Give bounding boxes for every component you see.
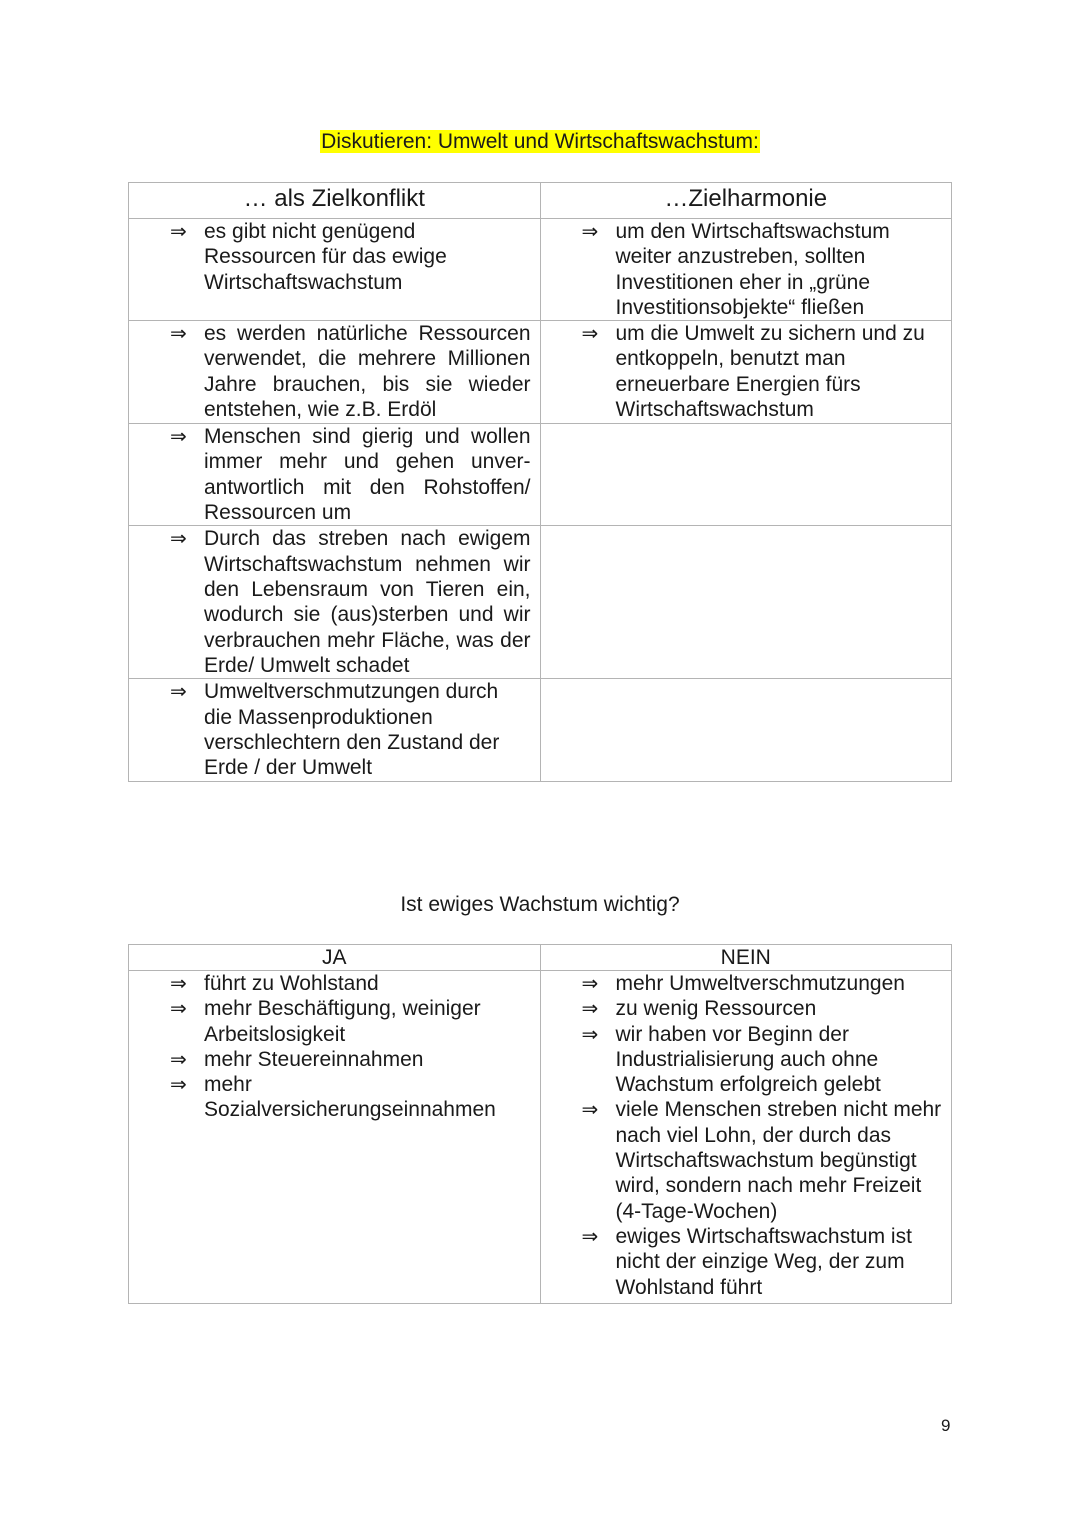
section2-title: Ist ewiges Wachstum wichtig? [400, 893, 680, 916]
zielkonflikt-cell [129, 526, 541, 679]
list-item-text: Durch das streben nach ewigem Wirtschaftswachstum nehmen wir den Lebensraum von Tieren ein, wodurch sie (aus)sterben und wir verbrauchen mehr Fläche, was der Erde/ Umwelt schadet [204, 527, 531, 677]
list-item-text: mehr Sozialversicherungseinnahmen [204, 1073, 496, 1122]
wachstum-table [128, 944, 952, 1304]
list-item-text: ewiges Wirtschaftswachstum ist nicht der einzige Weg, der zum Wohlstand führt [615, 1224, 912, 1299]
list-item [170, 971, 531, 996]
table-header-row [129, 183, 952, 219]
zielharmonie-cell-empty [540, 679, 952, 781]
column-header-nein: NEIN [540, 945, 952, 971]
arrow-icon: ⇒ [170, 971, 187, 995]
list-item [581, 321, 943, 422]
list-item [170, 526, 531, 678]
table-row [129, 971, 952, 1304]
list-item-text: es gibt nicht genügend Ressourcen für das ewige Wirtschaftswachstum [204, 220, 447, 294]
table-header-row [129, 945, 952, 971]
zielharmonie-cell-empty [540, 424, 952, 526]
nein-cell [540, 971, 952, 1304]
list-item-text: zu wenig Ressourcen [615, 997, 817, 1021]
arrow-icon: ⇒ [170, 1046, 187, 1071]
list-item-text: um die Umwelt zu sichern und zu entkoppeln, benutzt man erneuerbare Energien fürs Wirtschaftswachstum [615, 322, 925, 422]
column-header-ja: JA [129, 945, 541, 971]
list-item [581, 996, 943, 1021]
table-row [129, 679, 952, 781]
arrow-icon: ⇒ [170, 526, 187, 551]
section1-title [0, 128, 1080, 156]
list-item [581, 219, 943, 320]
list-item [170, 219, 531, 295]
zielharmonie-cell [540, 321, 952, 424]
list-item-text: um den Wirtschaftswachstum weiter anzustreben, sollten Investitionen eher in „grüne Investitionsobjekte“ fließen [615, 220, 890, 319]
list-item-text: mehr Beschäftigung, weiniger Arbeitslosigkeit [204, 997, 481, 1046]
arrow-icon: ⇒ [170, 219, 187, 243]
zielkonflikt-cell [129, 424, 541, 526]
table-row [129, 219, 952, 321]
list-item-text: viele Menschen streben nicht mehr nach viel Lohn, der durch das Wirtschaftswachstum begünstigt wird, sondern nach mehr Freizeit (4-Tage-Wochen) [615, 1098, 942, 1223]
table-row [129, 526, 952, 679]
list-item [581, 971, 943, 996]
list-item [170, 1046, 531, 1072]
list-item [170, 679, 531, 780]
arrow-icon: ⇒ [581, 219, 599, 243]
list-item-text: Menschen sind gierig und wollen immer mehr und gehen unver-antwortlich mit den Rohstoffen/ Ressourcen um [204, 425, 531, 525]
highlighted-title: Diskutieren: Umwelt und Wirtschaftswachstum: [321, 130, 759, 153]
list-item-text: es werden natürliche Ressourcen verwendet, die mehrere Millionen Jahre brauchen, bis sie wieder entstehen, wie z.B. Erdöl [204, 322, 531, 422]
list-item [581, 1097, 943, 1223]
list-item-text: führt zu Wohlstand [204, 972, 379, 995]
arrow-icon: ⇒ [170, 679, 187, 704]
zielharmonie-cell-empty [540, 526, 952, 679]
arrow-icon: ⇒ [581, 1021, 599, 1046]
list-item-text: mehr Steuereinnahmen [204, 1047, 424, 1071]
column-header-zielharmonie: …Zielharmonie [540, 183, 952, 219]
zielkonflikt-cell [129, 679, 541, 781]
list-item [170, 321, 531, 422]
zielkonflikt-cell [129, 219, 541, 321]
page-number: 9 [941, 1416, 951, 1435]
list-item [581, 1021, 943, 1098]
list-item [581, 1223, 943, 1300]
list-item [170, 1072, 531, 1123]
ja-cell [129, 971, 541, 1304]
list-item-text: mehr Umweltverschmutzungen [615, 972, 905, 995]
list-item-text: Umweltverschmutzungen durch die Massenproduktionen verschlechtern den Zustand der Erde / der Umwelt [204, 680, 500, 780]
column-header-zielkonflikt: … als Zielkonflikt [129, 183, 541, 219]
zielharmonie-cell [540, 219, 952, 321]
list-item-text: wir haben vor Beginn der Industrialisierung auch ohne Wachstum erfolgreich gelebt [615, 1022, 881, 1097]
list-item [170, 424, 531, 525]
arrow-icon: ⇒ [581, 971, 599, 995]
table-row [129, 321, 952, 424]
arrow-icon: ⇒ [581, 1097, 599, 1122]
arrow-icon: ⇒ [170, 424, 187, 449]
list-item [170, 996, 531, 1047]
arrow-icon: ⇒ [581, 321, 599, 346]
arrow-icon: ⇒ [170, 321, 187, 346]
table-row [129, 424, 952, 526]
arrow-icon: ⇒ [170, 996, 187, 1021]
zielkonflikt-table [128, 182, 952, 782]
arrow-icon: ⇒ [170, 1072, 187, 1097]
zielkonflikt-cell [129, 321, 541, 424]
arrow-icon: ⇒ [581, 996, 599, 1021]
arrow-icon: ⇒ [581, 1223, 599, 1248]
